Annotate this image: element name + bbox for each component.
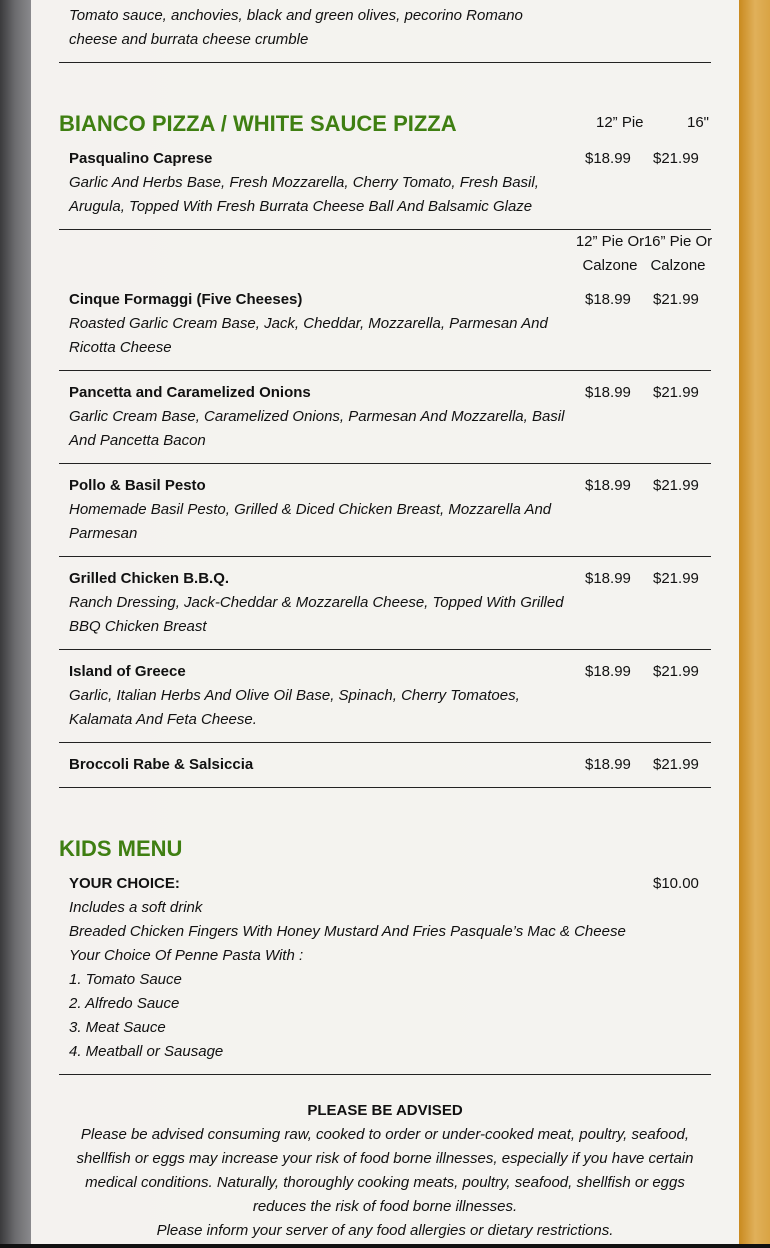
menu-item-description: Homemade Basil Pesto, Grilled & Diced Chicken Breast, Mozzarella And Parmesan [69,501,552,542]
price-12: $18.99 [585,756,631,773]
section-title-bianco: BIANCO PIZZA / WHITE SAUCE PIZZA [59,111,457,136]
price-16: $21.99 [653,150,699,167]
menu-item-name: Pasqualino Caprese [69,150,213,167]
column-header-16-calzone: 16” Pie Or Calzone [643,233,713,274]
bottom-bar [0,1244,770,1248]
advisory-title: PLEASE BE ADVISED [307,1102,463,1119]
column-header-16: 16" [687,114,710,131]
advisory-text: Please be advised consuming raw, cooked to order or under-cooked meat, poultry, seafood, shellfish or eggs may increase your risk of food borne illnesses, especially if you have certain medical conditions. Naturally, thoroughly cooking meats, poultry, seafood, shellfish or eggs reduces the risk of food borne illnesses. [76,1126,694,1215]
price-12: $18.99 [585,384,631,401]
divider [59,1074,711,1075]
menu-item-name: Pollo & Basil Pesto [69,477,206,494]
price-16: $21.99 [653,756,699,773]
menu-item-name: YOUR CHOICE: [69,875,180,892]
price-12: $18.99 [585,291,631,308]
kids-line: Breaded Chicken Fingers With Honey Mustard And Fries Pasquale’s Mac & Cheese [69,923,626,940]
price-16: $21.99 [653,384,699,401]
price-12: $18.99 [585,477,631,494]
price-16: $21.99 [653,570,699,587]
menu-item-name: Grilled Chicken B.B.Q. [69,570,230,587]
menu-item-name: Pancetta and Caramelized Onions [69,384,311,401]
price-12: $18.99 [585,570,631,587]
divider [59,556,711,557]
price-12: $18.99 [585,663,631,680]
column-header-12-calzone: 12” Pie Or Calzone [575,233,645,274]
divider [59,742,711,743]
menu-item-name: Cinque Formaggi (Five Cheeses) [69,291,303,308]
kids-line: 2. Alfredo Sauce [69,995,180,1012]
divider [59,463,711,464]
price-16: $21.99 [653,663,699,680]
kids-line: 1. Tomato Sauce [69,971,182,988]
menu-item-description: Garlic And Herbs Base, Fresh Mozzarella, Cherry Tomato, Fresh Basil, Arugula, Topped With Fresh Burrata Cheese Ball And Balsamic Glaze [69,174,539,215]
divider [59,370,711,371]
price: $10.00 [653,875,699,892]
divider [59,787,711,788]
price-16: $21.99 [653,477,699,494]
divider [59,649,711,650]
item-description: Tomato sauce, anchovies, black and green olives, pecorino Romano cheese and burrata cheese crumble [69,7,523,48]
price-16: $21.99 [653,291,699,308]
price-12: $18.99 [585,150,631,167]
menu-item-description: Garlic, Italian Herbs And Olive Oil Base, Spinach, Cherry Tomatoes, Kalamata And Feta Cheese. [69,687,520,728]
kids-line: Your Choice Of Penne Pasta With : [69,947,304,964]
section-title-kids: KIDS MENU [59,836,183,861]
menu-item-description: Ranch Dressing, Jack-Cheddar & Mozzarella Cheese, Topped With Grilled BBQ Chicken Breast [69,594,564,635]
kids-line: 4. Meatball or Sausage [69,1043,224,1060]
menu-item-description: Garlic Cream Base, Caramelized Onions, Parmesan And Mozzarella, Basil And Pancetta Bacon [69,408,565,449]
kids-line: Includes a soft drink [69,899,203,916]
menu-item-name: Island of Greece [69,663,186,680]
column-header-12: 12” Pie [596,114,644,131]
menu-item-description: Roasted Garlic Cream Base, Jack, Cheddar, Mozzarella, Parmesan And Ricotta Cheese [69,315,548,356]
advisory-note: Please inform your server of any food allergies or dietary restrictions. [156,1222,614,1239]
menu-item-name: Broccoli Rabe & Salsiccia [69,756,254,773]
divider [59,62,711,63]
kids-line: 3. Meat Sauce [69,1019,166,1036]
